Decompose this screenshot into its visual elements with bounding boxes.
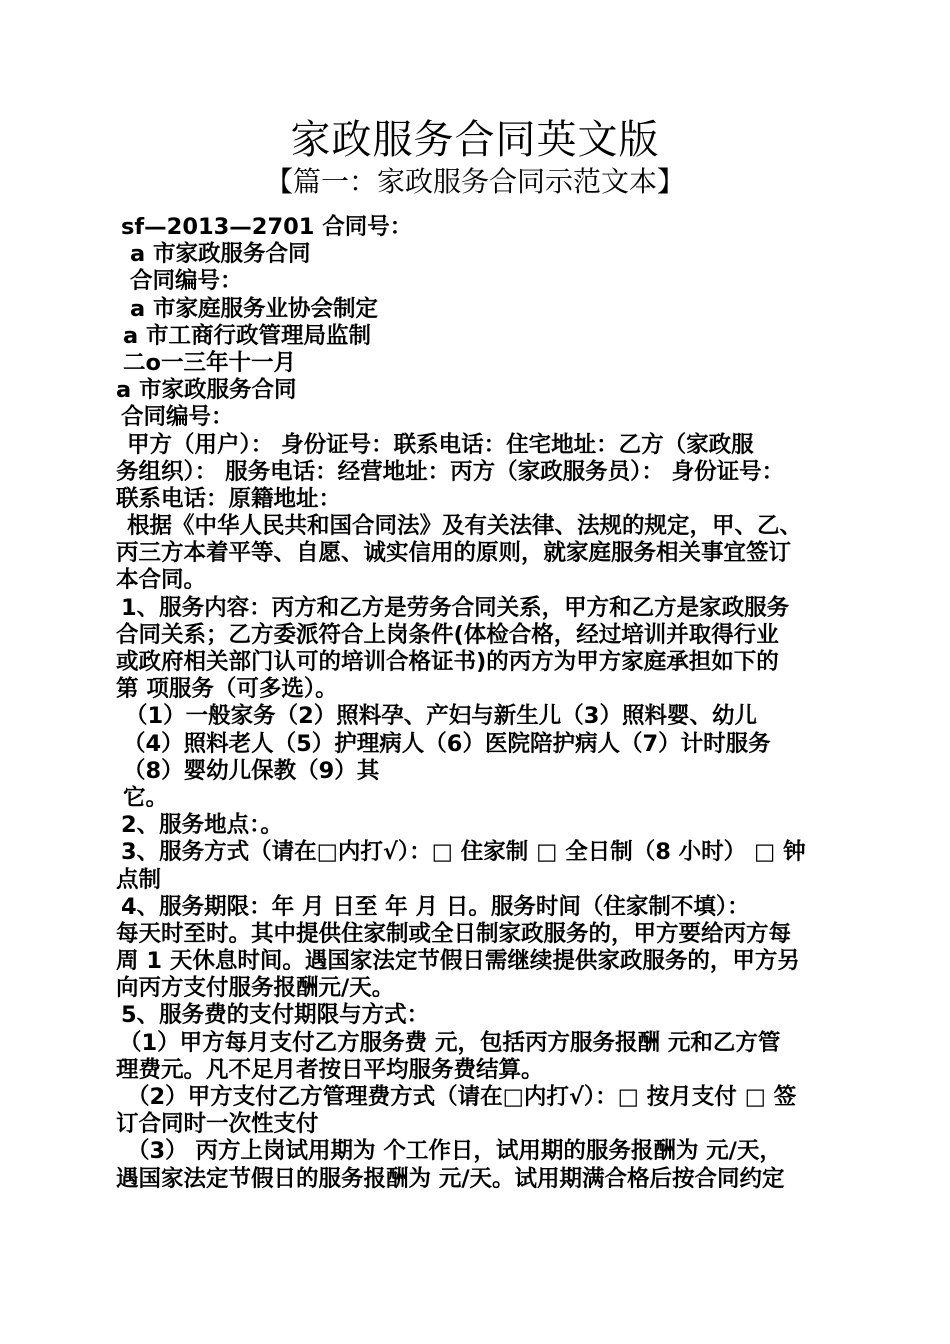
body-paragraph-line: 遇国家法定节假日的服务报酬为 元/天。试用期满合格后按合同约定 bbox=[116, 1165, 785, 1192]
body-paragraph-line: 第 项服务（可多选）。 bbox=[116, 676, 338, 703]
body-paragraph-line: 甲方（用户）： 身份证号：联系电话：住宅地址：乙方（家政服 bbox=[127, 431, 754, 458]
contract-name-line: a 市家政服务合同 bbox=[130, 241, 311, 268]
body-paragraph-line: 向丙方支付服务报酬元/天。 bbox=[116, 975, 395, 1002]
supervisor-line: a 市工商行政管理局监制 bbox=[123, 322, 372, 349]
body-paragraph-line: （1）一般家务（2）照料孕、产妇与新生儿（3）照料婴、幼儿 bbox=[125, 703, 757, 730]
body-paragraph-line: （2）甲方支付乙方管理费方式（请在□内打√）：□ 按月支付 □ 签 bbox=[127, 1084, 797, 1110]
body-paragraph-line: 1、服务内容：丙方和乙方是劳务合同关系，甲方和乙方是家政服务 bbox=[121, 594, 790, 621]
document-subtitle: 【篇一：家政服务合同示范文本】 bbox=[264, 165, 685, 198]
body-paragraph-line: 它。 bbox=[123, 784, 169, 811]
body-paragraph-line: 根据《中华人民共和国合同法》及有关法律、法规的规定，甲、乙、 bbox=[127, 513, 803, 540]
body-paragraph-line: 2、服务地点：。 bbox=[121, 812, 283, 839]
body-paragraph-line: 3、服务方式（请在□内打√）：□ 住家制 □ 全日制（8 小时） □ 钟 bbox=[121, 839, 806, 866]
body-paragraph-line: 本合同。 bbox=[116, 567, 207, 594]
contract-number-line: sf—2013—2701 合同号： bbox=[121, 214, 413, 240]
body-paragraph-line: （8）婴幼儿保教（9）其 bbox=[123, 757, 380, 784]
date-line: 二o一三年十一月 bbox=[123, 349, 296, 376]
contract-heading-line: a 市家政服务合同 bbox=[116, 377, 297, 404]
body-paragraph-line: 务组织）： 服务电话：经营地址：丙方（家政服务员）： 身份证号： bbox=[116, 458, 785, 485]
issuer-line: a 市家庭服务业协会制定 bbox=[130, 295, 379, 322]
document-title: 家政服务合同英文版 bbox=[290, 117, 660, 163]
body-paragraph-line: 或政府相关部门认可的培训合格证书)的丙方为甲方家庭承担如下的 bbox=[116, 649, 779, 675]
contract-code-label: 合同编号： bbox=[130, 268, 243, 295]
body-paragraph-line: 理费元。凡不足月者按日平均服务费结算。 bbox=[116, 1056, 544, 1083]
body-paragraph-line: （4）照料老人（5）护理病人（6）医院陪护病人（7）计时服务 bbox=[123, 730, 771, 757]
body-paragraph-line: 订合同时一次性支付 bbox=[116, 1111, 319, 1138]
document-body bbox=[116, 214, 846, 1193]
body-paragraph-line: 周 1 天休息时间。遇国家法定节假日需继续提供家政服务的，甲方另 bbox=[116, 948, 800, 975]
body-paragraph-line: 5、服务费的支付期限与方式： bbox=[121, 1002, 430, 1029]
body-paragraph-line: 点制 bbox=[116, 866, 162, 893]
body-paragraph-line: 合同关系；乙方委派符合上岗条件(体检合格，经过培训并取得行业 bbox=[116, 621, 779, 648]
body-paragraph-line: 4、服务期限：年 月 日至 年 月 日。服务时间（住家制不填）： bbox=[121, 893, 750, 920]
body-paragraph-line: （3） 丙方上岗试用期为 个工作日，试用期的服务报酬为 元/天， bbox=[127, 1138, 782, 1165]
body-paragraph-line: （1）甲方每月支付乙方服务费 元，包括丙方服务报酬 元和乙方管 bbox=[119, 1029, 781, 1056]
contract-code-line: 合同编号： bbox=[121, 404, 234, 431]
body-paragraph-line: 丙三方本着平等、自愿、诚实信用的原则，就家庭服务相关事宜签订 bbox=[116, 540, 792, 567]
body-paragraph-line: 联系电话：原籍地址： bbox=[116, 485, 342, 512]
body-paragraph-line: 每天时至时。其中提供住家制或全日制家政服务的，甲方要给丙方每 bbox=[116, 920, 792, 947]
